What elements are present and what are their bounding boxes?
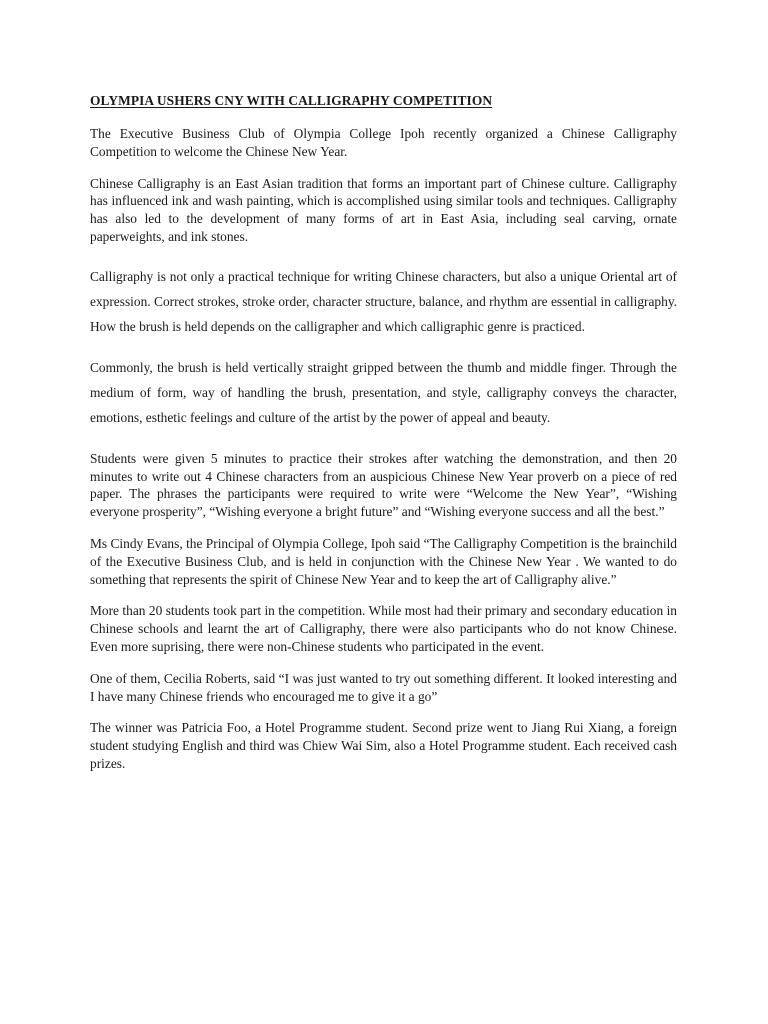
- article-title: OLYMPIA USHERS CNY WITH CALLIGRAPHY COMPETITION: [90, 93, 493, 108]
- paragraph-calligraphy-tradition: Chinese Calligraphy is an East Asian tradition that forms an important part of Chinese culture. Calligraphy has influenced ink and wash painting, which is accomplished using similar tools and techniques. Calligraphy has also led to the development of many forms of art in East Asia, including seal carving, ornate paperweights, and ink stones.: [90, 175, 677, 244]
- paragraph-brush-holding: Commonly, the brush is held vertically straight gripped between the thumb and middle finger. Through the medium of form, way of handling the brush, presentation, and style, calligraphy conveys the character, emotions, esthetic feelings and culture of the artist by the power of appeal and beauty.: [90, 359, 677, 425]
- paragraph-students-practice: Students were given 5 minutes to practice their strokes after watching the demonstration, and then 20 minutes to write out 4 Chinese characters from an auspicious Chinese New Year proverb on a piece of red paper. The phrases the participants were required to write were “Welcome the New Year”, “Wishing everyone prosperity”, “Wishing everyone a bright future” and “Wishing everyone success and all the best.”: [90, 450, 677, 520]
- paragraph-participants: More than 20 students took part in the competition. While most had their primary and secondary education in Chinese schools and learnt the art of Calligraphy, there were also participants who do not know Chinese. Even more suprising, there were non-Chinese students who participated in the event.: [90, 603, 677, 654]
- paragraph-cecilia-quote: One of them, Cecilia Roberts, said “I was just wanted to try out something different. It looked interesting and I have many Chinese friends who encouraged me to give it a go”: [90, 670, 677, 704]
- paragraph-principal-quote: Ms Cindy Evans, the Principal of Olympia College, Ipoh said “The Calligraphy Competition is the brainchild of the Executive Business Club, and is held in conjunction with the Chinese New Year . We wanted to do something that represents the spirit of Chinese New Year and to keep the art of Calligraphy alive.”: [90, 535, 677, 587]
- paragraph-intro: The Executive Business Club of Olympia College Ipoh recently organized a Chinese Calligraphy Competition to welcome the Chinese New Year.: [90, 126, 677, 159]
- paragraph-winners: The winner was Patricia Foo, a Hotel Programme student. Second prize went to Jiang Rui Xiang, a foreign student studying English and third was Chiew Wai Sim, also a Hotel Programme student. Each received cash prizes.: [90, 720, 677, 771]
- document-page: [90, 92, 677, 787]
- paragraph-practical-technique: Calligraphy is not only a practical technique for writing Chinese characters, but also a unique Oriental art of expression. Correct strokes, stroke order, character structure, balance, and rhythm are essential in calligraphy. How the brush is held depends on the calligrapher and which calligraphic genre is practiced.: [90, 268, 677, 334]
